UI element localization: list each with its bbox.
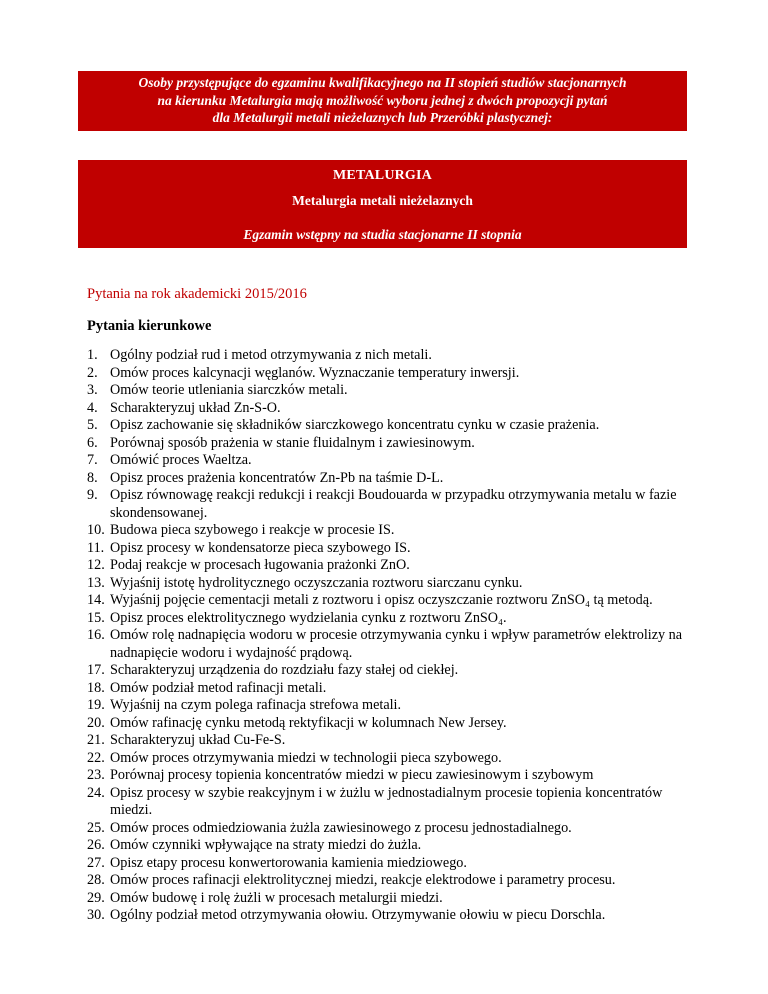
question-item [87,557,692,575]
question-text: Opisz procesy w szybie reakcyjnym i w żużlu w jednostadialnym procesie topienia koncentratów miedzi. [110,784,663,818]
question-list [87,347,692,925]
question-text: Wyjaśnij istotę hydrolitycznego oczyszczania roztworu siarczanu cynku. [110,574,523,591]
question-text: Omów proces kalcynacji węglanów. Wyznaczanie temperatury inwersji. [110,364,520,381]
question-text: Omów proces odmiedziowania żużla zawiesinowego z procesu jednostadialnego. [110,819,572,836]
document-subtitle: Metalurgia metali nieżelaznych [292,193,473,208]
question-text: Wyjaśnij na czym polega rafinacja strefowa metali. [110,697,402,713]
question-text: Scharakteryzuj układ Cu-Fe-S. [110,732,286,748]
question-number: 21. [87,732,105,748]
question-text: Omów rafinację cynku metodą rektyfikacji w kolumnach New Jersey. [110,714,507,731]
question-number: 1. [87,347,98,363]
intro-line-3: dla Metalurgii metali nieżelaznych lub Przeróbki plastycznej: [212,110,553,125]
question-number: 22. [87,749,105,766]
question-item [87,767,692,785]
question-text: Opisz proces elektrolitycznego wydzielania cynku z roztworu ZnSO₄. [110,609,507,626]
question-number: 16. [87,627,105,643]
question-text: Opisz równowagę reakcji redukcji i reakcji Boudouarda w przypadku otrzymywania metalu w fazie skondensowanej. [110,487,677,521]
question-text: Scharakteryzuj układ Zn-S-O. [110,399,281,416]
question-number: 8. [87,469,98,486]
question-item [87,697,692,715]
section-heading: Pytania kierunkowe [87,318,212,334]
question-number: 28. [87,872,105,888]
question-number: 2. [87,364,98,381]
intro-line-1: Osoby przystępujące do egzaminu kwalifikacyjnego na II stopień studiów stacjonarnych [138,75,627,90]
question-number: 20. [87,714,105,731]
question-text: Opisz procesy w kondensatorze pieca szybowego IS. [110,539,411,556]
question-number: 11. [87,539,105,556]
question-text: Omów budowę i rolę żużli w procesach metalurgii miedzi. [110,889,443,906]
question-item [87,680,692,698]
question-item [87,592,692,610]
question-item [87,732,692,750]
question-number: 14. [87,592,105,608]
question-item [87,872,692,890]
question-text: Omów proces rafinacji elektrolitycznej miedzi, reakcje elektrodowe i parametry procesu. [110,872,616,888]
question-item [87,487,692,522]
question-item [87,715,692,733]
question-item [87,365,692,383]
question-item [87,820,692,838]
question-item [87,435,692,453]
question-text: Ogólny podział metod otrzymywania ołowiu. Otrzymywanie ołowiu w piecu Dorschla. [110,907,606,923]
question-item [87,382,692,400]
question-text: Opisz zachowanie się składników siarczkowego koncentratu cynku w czasie prażenia. [110,417,600,433]
question-text: Budowa pieca szybowego i reakcje w procesie IS. [110,522,395,538]
question-item [87,907,692,925]
question-text: Porównaj sposób prażenia w stanie fluidalnym i zawiesinowym. [110,434,475,451]
question-text: Podaj reakcje w procesach ługowania prażonki ZnO. [110,557,410,573]
question-item [87,837,692,855]
question-text: Wyjaśnij pojęcie cementacji metali z roztworu i opisz oczyszczanie roztworu ZnSO₄ tą metodą. [110,592,653,608]
question-number: 10. [87,522,105,538]
question-item [87,347,692,365]
question-item [87,662,692,680]
question-number: 19. [87,697,105,713]
question-number: 13. [87,574,105,591]
question-text: Omów rolę nadnapięcia wodoru w procesie otrzymywania cynku i wpływ parametrów elektrolizy na nadnapięcie wodoru i wydajność prądową. [110,627,683,661]
question-item [87,785,692,820]
question-number: 18. [87,679,105,696]
question-number: 30. [87,907,105,923]
question-item [87,522,692,540]
question-text: Omówić proces Waeltza. [110,452,252,468]
question-number: 15. [87,609,105,626]
question-item [87,417,692,435]
question-number: 6. [87,434,98,451]
question-item [87,610,692,628]
question-item [87,452,692,470]
question-number: 7. [87,452,98,468]
question-number: 29. [87,889,105,906]
question-text: Ogólny podział rud i metod otrzymywania z nich metali. [110,347,432,363]
question-number: 17. [87,662,105,678]
question-item [87,627,692,662]
question-number: 25. [87,819,105,836]
title-banner [78,160,687,248]
question-number: 26. [87,837,105,853]
question-item [87,575,692,593]
question-text: Omów teorie utleniania siarczków metali. [110,382,348,398]
intro-line-2: na kierunku Metalurgia mają możliwość wyboru jednej z dwóch propozycji pytań [157,92,608,108]
question-number: 5. [87,417,98,433]
question-item [87,540,692,558]
question-number: 27. [87,854,105,871]
question-text: Porównaj procesy topienia koncentratów miedzi w piecu zawiesinowym i szybowym [110,767,594,783]
question-item [87,400,692,418]
question-item [87,890,692,908]
academic-year-heading: Pytania na rok akademicki 2015/2016 [87,286,307,302]
question-number: 9. [87,487,98,503]
document-title: METALURGIA [333,168,432,183]
question-item [87,750,692,768]
question-text: Opisz etapy procesu konwertorowania kamienia miedziowego. [110,854,467,871]
question-number: 23. [87,767,105,783]
question-text: Scharakteryzuj urządzenia do rozdziału fazy stałej od ciekłej. [110,662,459,678]
question-number: 12. [87,557,105,573]
question-number: 3. [87,382,98,398]
question-item [87,855,692,873]
question-text: Omów proces otrzymywania miedzi w technologii pieca szybowego. [110,749,502,766]
question-number: 24. [87,784,105,801]
question-text: Omów czynniki wpływające na straty miedzi do żużla. [110,837,422,853]
question-item [87,470,692,488]
question-text: Omów podział metod rafinacji metali. [110,679,327,696]
exam-label: Egzamin wstępny na studia stacjonarne II stopnia [243,227,522,242]
intro-banner [78,71,687,131]
question-number: 4. [87,399,98,416]
question-text: Opisz proces prażenia koncentratów Zn-Pb na taśmie D-L. [110,469,444,486]
